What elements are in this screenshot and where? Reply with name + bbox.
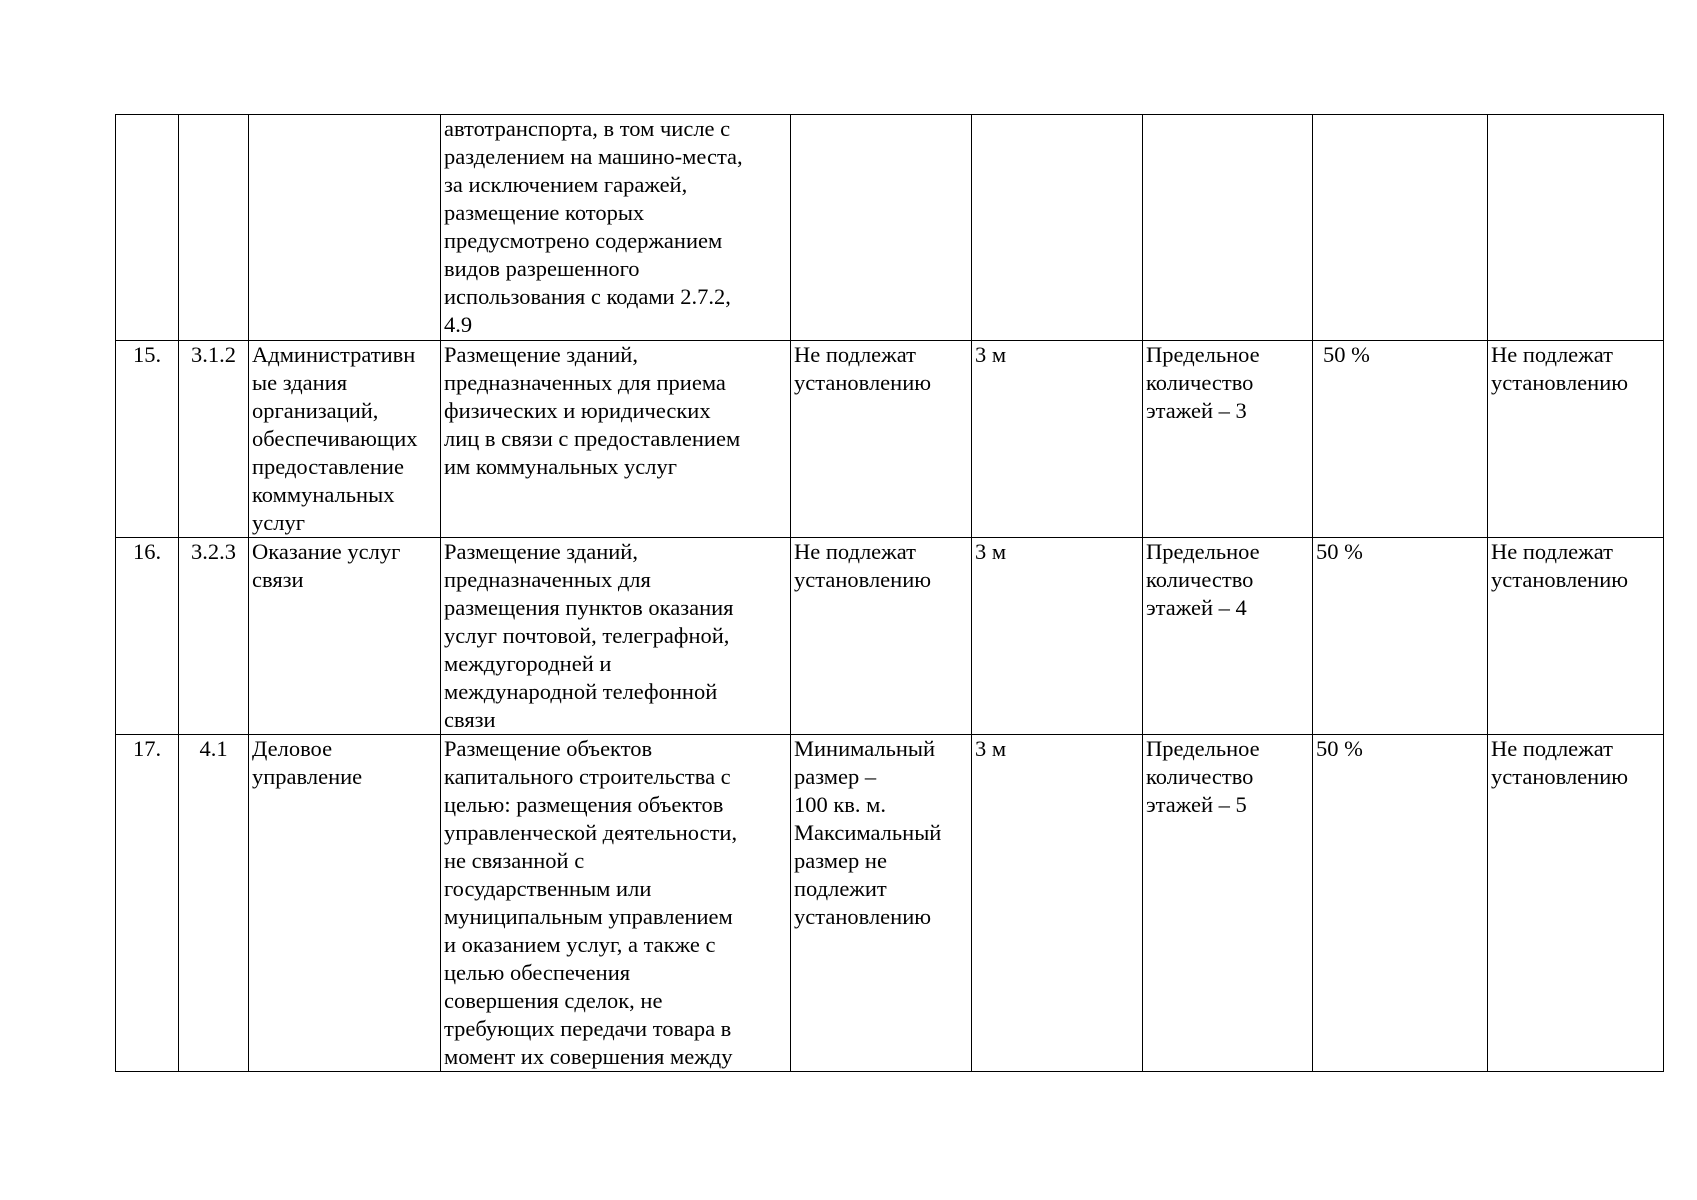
setback-cell: 3 м	[972, 341, 1143, 538]
table-row	[116, 115, 1664, 341]
setback-cell: 3 м	[972, 538, 1143, 735]
use-name-cell: Деловое управление	[249, 735, 441, 1072]
coverage-cell: 50 %	[1313, 341, 1488, 538]
use-description-cell: Размещение объектов капитального строительства с целью: размещения объектов управленческой деятельности, не связанной с государственным или муниципальным управлением и оказанием услуг, а также с целью обеспечения совершения сделок, не требующих передачи товара в момент их совершения между	[441, 735, 791, 1072]
use-name-cell: Оказание услуг связи	[249, 538, 441, 735]
other-params-cell: Не подлежат установлению	[1488, 735, 1664, 1072]
use-name-cell	[249, 115, 441, 341]
zoning-regulations-table	[115, 114, 1664, 1072]
use-code-cell	[179, 115, 249, 341]
coverage-cell	[1313, 115, 1488, 341]
use-name-cell: Административн ые здания организаций, обеспечивающих предоставление коммунальных услуг	[249, 341, 441, 538]
use-description-cell: Размещение зданий, предназначенных для размещения пунктов оказания услуг почтовой, телеграфной, междугородней и международной телефонной связи	[441, 538, 791, 735]
row-number-cell: 17.	[116, 735, 179, 1072]
setback-cell	[972, 115, 1143, 341]
use-description-cell: Размещение зданий, предназначенных для приема физических и юридических лиц в связи с предоставлением им коммунальных услуг	[441, 341, 791, 538]
row-number-cell: 16.	[116, 538, 179, 735]
coverage-cell: 50 %	[1313, 735, 1488, 1072]
plot-size-cell: Не подлежат установлению	[791, 538, 972, 735]
table-row	[116, 735, 1664, 1072]
row-number-cell: 15.	[116, 341, 179, 538]
use-description-cell: автотранспорта, в том числе с разделением на машино-места, за исключением гаражей, размещение которых предусмотрено содержанием видов разрешенного использования с кодами 2.7.2, 4.9	[441, 115, 791, 341]
plot-size-cell: Не подлежат установлению	[791, 341, 972, 538]
table-row	[116, 538, 1664, 735]
other-params-cell	[1488, 115, 1664, 341]
setback-cell: 3 м	[972, 735, 1143, 1072]
floors-cell: Предельное количество этажей – 4	[1143, 538, 1313, 735]
table-row	[116, 341, 1664, 538]
floors-cell	[1143, 115, 1313, 341]
use-code-cell: 4.1	[179, 735, 249, 1072]
floors-cell: Предельное количество этажей – 5	[1143, 735, 1313, 1072]
row-number-cell	[116, 115, 179, 341]
use-code-cell: 3.2.3	[179, 538, 249, 735]
other-params-cell: Не подлежат установлению	[1488, 538, 1664, 735]
use-code-cell: 3.1.2	[179, 341, 249, 538]
coverage-cell: 50 %	[1313, 538, 1488, 735]
other-params-cell: Не подлежат установлению	[1488, 341, 1664, 538]
floors-cell: Предельное количество этажей – 3	[1143, 341, 1313, 538]
plot-size-cell: Минимальный размер – 100 кв. м. Максимальный размер не подлежит установлению	[791, 735, 972, 1072]
plot-size-cell	[791, 115, 972, 341]
